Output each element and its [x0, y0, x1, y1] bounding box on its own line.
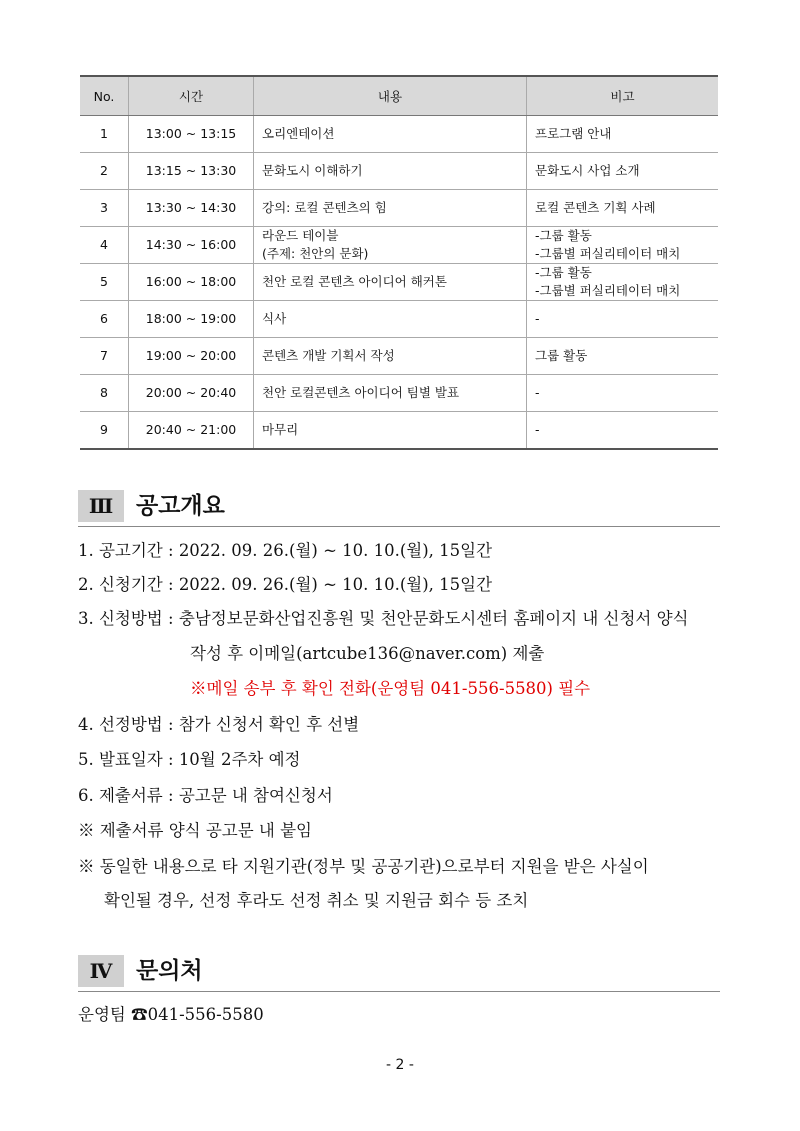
contact-phone: 041-556-5580 — [147, 1005, 264, 1024]
cell-content — [254, 412, 527, 450]
contact-line — [78, 1004, 264, 1026]
cell-note-text: -그룹별 퍼실리테이터 매치 — [535, 246, 681, 261]
cell-time — [129, 375, 254, 412]
item-label: 3. 신청방법 : — [78, 609, 174, 628]
cell-time-text: 18:00 ~ 19:00 — [145, 311, 237, 326]
cell-time-text: 14:30 ~ 16:00 — [145, 237, 237, 252]
item-value: 2022. 09. 26.(월) ~ 10. 10.(월), 15일간 — [178, 541, 493, 560]
cell-note — [527, 116, 719, 153]
cell-no — [80, 375, 129, 412]
table-header-row — [80, 76, 718, 116]
cell-content-text: 오리엔테이션 — [262, 126, 335, 141]
cell-content — [254, 190, 527, 227]
cell-no — [80, 338, 129, 375]
table-row — [80, 412, 718, 450]
cell-note-text: -그룹별 퍼실리테이터 매치 — [535, 283, 681, 298]
cell-time-text: 13:15 ~ 13:30 — [145, 163, 237, 178]
cell-note — [527, 338, 719, 375]
note-text: ※ 제출서류 양식 공고문 내 붙임 — [78, 821, 312, 840]
cell-note — [527, 190, 719, 227]
section-header-overview — [78, 486, 720, 527]
table-row — [80, 375, 718, 412]
cell-note-text: - — [535, 311, 540, 326]
cell-no-text: 9 — [100, 422, 108, 437]
item-value: 참가 신청서 확인 후 선별 — [178, 715, 360, 734]
cell-note-text: -그룹 활동 — [535, 265, 592, 280]
cell-no — [80, 301, 129, 338]
cell-no — [80, 412, 129, 450]
cell-note-text: 프로그램 안내 — [535, 126, 612, 141]
cell-note-text: - — [535, 385, 540, 400]
section-header-contact — [78, 951, 720, 992]
cell-no-text: 4 — [100, 237, 108, 252]
cell-content — [254, 264, 527, 301]
cell-time-text: 13:30 ~ 14:30 — [145, 200, 237, 215]
cell-note — [527, 412, 719, 450]
contact-label: 운영팀 — [78, 1005, 126, 1024]
cell-content-text: 천안 로컬 콘텐츠 아이디어 해커톤 — [262, 274, 447, 289]
item-label: 5. 발표일자 : — [78, 750, 174, 769]
cell-no — [80, 190, 129, 227]
table-row — [80, 264, 718, 301]
cell-content — [254, 227, 527, 264]
note-text: 확인될 경우, 선정 후라도 선정 취소 및 지원금 회수 등 조치 — [104, 891, 529, 910]
section-number: Ⅳ — [78, 955, 124, 987]
cell-no-text: 2 — [100, 163, 108, 178]
phone-icon: ☎ — [131, 1005, 148, 1024]
section-title: 공고개요 — [136, 493, 225, 519]
header-no: No. — [80, 76, 129, 116]
page-number: - 2 - — [386, 1057, 414, 1073]
cell-note-text: 그룹 활동 — [535, 348, 588, 363]
cell-no — [80, 116, 129, 153]
cell-time — [129, 116, 254, 153]
item-value: 작성 후 이메일(artcube136@naver.com) 제출 — [190, 644, 545, 663]
cell-time — [129, 227, 254, 264]
cell-time — [129, 264, 254, 301]
cell-no-text: 8 — [100, 385, 108, 400]
header-time: 시간 — [129, 76, 254, 116]
item-value: 충남정보문화산업진흥원 및 천안문화도시센터 홈페이지 내 신청서 양식 — [178, 609, 689, 628]
cell-note-text: 문화도시 사업 소개 — [535, 163, 640, 178]
cell-time — [129, 301, 254, 338]
item-label: 2. 신청기간 : — [78, 575, 174, 594]
item-note: ※메일 송부 후 확인 전화(운영팀 041-556-5580) 필수 — [190, 679, 591, 698]
cell-note — [527, 153, 719, 190]
overview-note-1 — [78, 820, 312, 842]
item-label: 4. 선정방법 : — [78, 715, 174, 734]
cell-note-text: - — [535, 422, 540, 437]
cell-no-text: 1 — [100, 126, 108, 141]
item-value: 2022. 09. 26.(월) ~ 10. 10.(월), 15일간 — [178, 575, 493, 594]
cell-note — [527, 227, 719, 264]
cell-note — [527, 264, 719, 301]
cell-time — [129, 153, 254, 190]
cell-time-text: 20:00 ~ 20:40 — [145, 385, 237, 400]
table-row — [80, 338, 718, 375]
cell-note-text: 로컬 콘텐츠 기획 사례 — [535, 200, 656, 215]
cell-no-text: 7 — [100, 348, 108, 363]
cell-no — [80, 264, 129, 301]
cell-content-text: 문화도시 이해하기 — [262, 163, 363, 178]
cell-time-text: 13:00 ~ 13:15 — [145, 126, 237, 141]
cell-no-text: 5 — [100, 274, 108, 289]
section-number: Ⅲ — [78, 490, 124, 522]
header-note: 비고 — [527, 76, 719, 116]
cell-no — [80, 153, 129, 190]
cell-content-text: 라운드 테이블 — [262, 228, 339, 243]
item-value: 공고문 내 참여신청서 — [178, 786, 333, 805]
header-content: 내용 — [254, 76, 527, 116]
section-title: 문의처 — [136, 958, 203, 984]
table-row — [80, 116, 718, 153]
overview-item-3-note — [190, 678, 590, 700]
overview-item-5 — [78, 749, 301, 771]
cell-no-text: 3 — [100, 200, 108, 215]
cell-content — [254, 375, 527, 412]
cell-content — [254, 338, 527, 375]
table-row — [80, 153, 718, 190]
table-row — [80, 301, 718, 338]
cell-time-text: 19:00 ~ 20:00 — [145, 348, 237, 363]
schedule-table — [80, 75, 718, 450]
cell-no — [80, 227, 129, 264]
overview-item-3-cont — [190, 643, 544, 665]
cell-content-text: 콘텐츠 개발 기획서 작성 — [262, 348, 395, 363]
item-label: 1. 공고기간 : — [78, 541, 174, 560]
overview-item-1 — [78, 540, 492, 562]
cell-note — [527, 301, 719, 338]
cell-time — [129, 412, 254, 450]
cell-content — [254, 153, 527, 190]
cell-no-text: 6 — [100, 311, 108, 326]
cell-content — [254, 116, 527, 153]
cell-time-text: 16:00 ~ 18:00 — [145, 274, 237, 289]
cell-content-text: (주제: 천안의 문화) — [262, 246, 369, 261]
overview-item-3 — [78, 608, 688, 630]
table-row — [80, 227, 718, 264]
overview-note-2-cont — [104, 890, 528, 912]
cell-content-text: 식사 — [262, 311, 287, 326]
overview-note-2 — [78, 856, 649, 878]
cell-time-text: 20:40 ~ 21:00 — [145, 422, 237, 437]
overview-item-2 — [78, 574, 492, 596]
cell-content-text: 강의: 로컬 콘텐츠의 힘 — [262, 200, 387, 215]
cell-note — [527, 375, 719, 412]
note-text: ※ 동일한 내용으로 타 지원기관(정부 및 공공기관)으로부터 지원을 받은 사실이 — [78, 857, 649, 876]
item-label: 6. 제출서류 : — [78, 786, 174, 805]
cell-note-text: -그룹 활동 — [535, 228, 592, 243]
overview-item-6 — [78, 785, 333, 807]
cell-content-text: 천안 로컬콘텐츠 아이디어 팀별 발표 — [262, 385, 460, 400]
table-row — [80, 190, 718, 227]
item-value: 10월 2주차 예정 — [178, 750, 301, 769]
cell-time — [129, 190, 254, 227]
cell-content — [254, 301, 527, 338]
cell-content-text: 마무리 — [262, 422, 299, 437]
overview-item-4 — [78, 714, 359, 736]
cell-time — [129, 338, 254, 375]
